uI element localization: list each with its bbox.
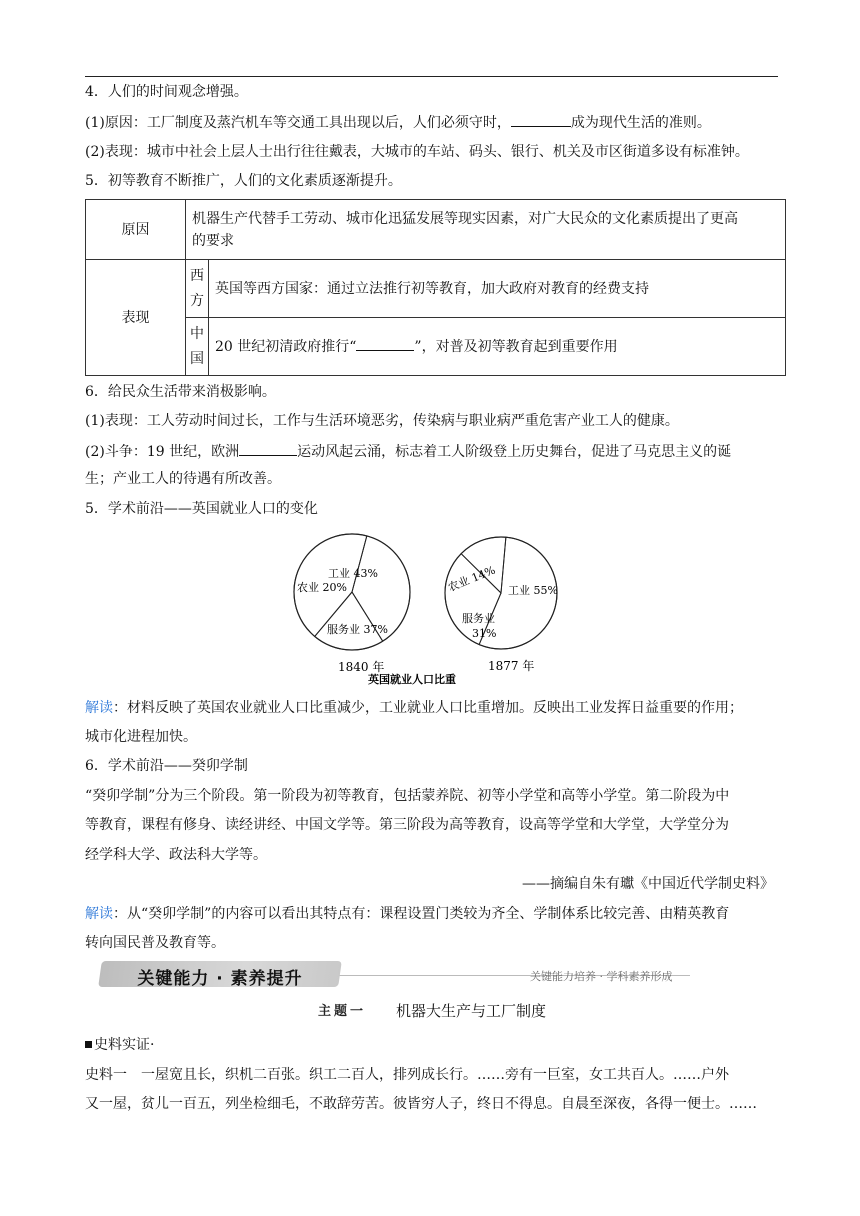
pie1-agri-label: 农业 20% bbox=[297, 581, 347, 594]
table-west-label: 西 方 bbox=[186, 260, 209, 318]
p4-perf: (2)表现：城市中社会上层人士出行往往戴表，大城市的车站、码头、银行、机关及市区街道多设有标准钟。 bbox=[85, 144, 749, 160]
reading-1-cont: 城市化进程加快。 bbox=[85, 729, 197, 745]
theme-badge: 主 题 一 bbox=[318, 1004, 364, 1019]
table-row-reason-label: 原因 bbox=[86, 200, 186, 260]
table-west-text: 英国等西方国家：通过立法推行初等教育，加大政府对教育的经费支持 bbox=[209, 260, 786, 318]
employment-figure bbox=[290, 530, 570, 690]
evidence-heading: 史料实证· bbox=[85, 1035, 154, 1055]
p4-reason: (1)原因：工厂制度及蒸汽机车等交通工具出现以后，人们必须守时， 成为现代生活的准则。 bbox=[85, 112, 711, 133]
pie1-service-label: 服务业 37% bbox=[327, 623, 388, 636]
reading-2-cont: 转向国民普及教育等。 bbox=[85, 935, 225, 951]
table-china-text: 20 世纪初清政府推行“ ”，对普及初等教育起到重要作用 bbox=[209, 318, 786, 376]
p6-fight: (2)斗争：19 世纪，欧洲 运动风起云涌，标志着工人阶级登上历史舞台，促进了马克思主义的诞 bbox=[85, 441, 731, 462]
s6-para-3: 经学科大学、政法科大学等。 bbox=[85, 847, 267, 863]
p6-fight-cont: 生；产业工人的待遇有所改善。 bbox=[85, 471, 281, 487]
education-table bbox=[85, 199, 786, 376]
pie2-service-value: 31% bbox=[472, 627, 497, 640]
banner-title: 关键能力 · 素养提升 bbox=[137, 969, 303, 989]
s6-source: ——摘编自朱有瓛《中国近代学制史料》 bbox=[522, 876, 774, 892]
theme-title: 机器大生产与工厂制度 bbox=[396, 1002, 547, 1020]
reading-1: 解读：材料反映了英国农业就业人口比重减少，工业就业人口比重增加。反映出工业发挥日益重要的作用； bbox=[85, 700, 743, 716]
s6-para-1: “癸卯学制”分为三个阶段。第一阶段为初等教育，包括蒙养院、初等小学堂和高等小学堂。第二阶段为中 bbox=[85, 788, 730, 804]
reading-2: 解读：从“癸卯学制”的内容可以看出其特点有：课程设置门类较为齐全、学制体系比较完善、由精英教育 bbox=[85, 906, 730, 922]
p6-title: 6．给民众生活带来消极影响。 bbox=[85, 384, 276, 400]
pie2-agri-label: 农业 14% bbox=[446, 563, 498, 595]
pie1-year-label: 1840 年 bbox=[338, 660, 385, 674]
table-perf-label: 表现 bbox=[86, 260, 186, 376]
pie2-industry-label: 工业 55% bbox=[508, 584, 558, 597]
reading-label: 解读 bbox=[85, 700, 113, 716]
header-rule bbox=[85, 76, 778, 77]
p5-title: 5．初等教育不断推广，人们的文化素质逐渐提升。 bbox=[85, 173, 402, 189]
reading-label: 解读 bbox=[85, 906, 113, 922]
banner-subtitle: 关键能力培养 · 学科素养形成 bbox=[530, 970, 673, 983]
square-bullet-icon bbox=[85, 1041, 92, 1048]
employment-pie-charts bbox=[290, 530, 570, 690]
source-1-cont: 又一屋，贫儿一百五，列坐检细毛，不敢辞劳苦。彼皆穷人子，终日不得息。自晨至深夜，各得一便士。…… bbox=[85, 1096, 757, 1112]
pie2-service-label: 服务业 bbox=[462, 612, 495, 625]
s5-title: 5．学术前沿——英国就业人口的变化 bbox=[85, 501, 318, 517]
p6-perf: (1)表现：工人劳动时间过长，工作与生活环境恶劣，传染病与职业病严重危害产业工人的健康。 bbox=[85, 413, 679, 429]
table-china-label: 中 国 bbox=[186, 318, 209, 376]
pie1-industry-label: 工业 43% bbox=[328, 567, 378, 580]
pie2-year-label: 1877 年 bbox=[488, 659, 535, 673]
table-row-reason-text: 机器生产代替手工劳动、城市化迅猛发展等现实因素，对广大民众的文化素质提出了更高 的要求 bbox=[186, 200, 786, 260]
s6-title: 6．学术前沿——癸卯学制 bbox=[85, 758, 248, 774]
figure-caption: 英国就业人口比重 bbox=[368, 673, 456, 686]
fill-blank bbox=[239, 441, 297, 456]
section-banner bbox=[100, 961, 340, 987]
s6-para-2: 等教育，课程有修身、读经讲经、中国文学等。第三阶段为高等教育，设高等学堂和大学堂，大学堂分为 bbox=[85, 817, 729, 833]
fill-blank bbox=[511, 112, 571, 127]
fill-blank bbox=[356, 336, 414, 351]
p4-title: 4．人们的时间观念增强。 bbox=[85, 84, 248, 100]
source-1: 史料一 一屋宽且长，织机二百张。织工二百人，排列成长行。……旁有一巨室，女工共百人。……户外 bbox=[85, 1067, 729, 1083]
